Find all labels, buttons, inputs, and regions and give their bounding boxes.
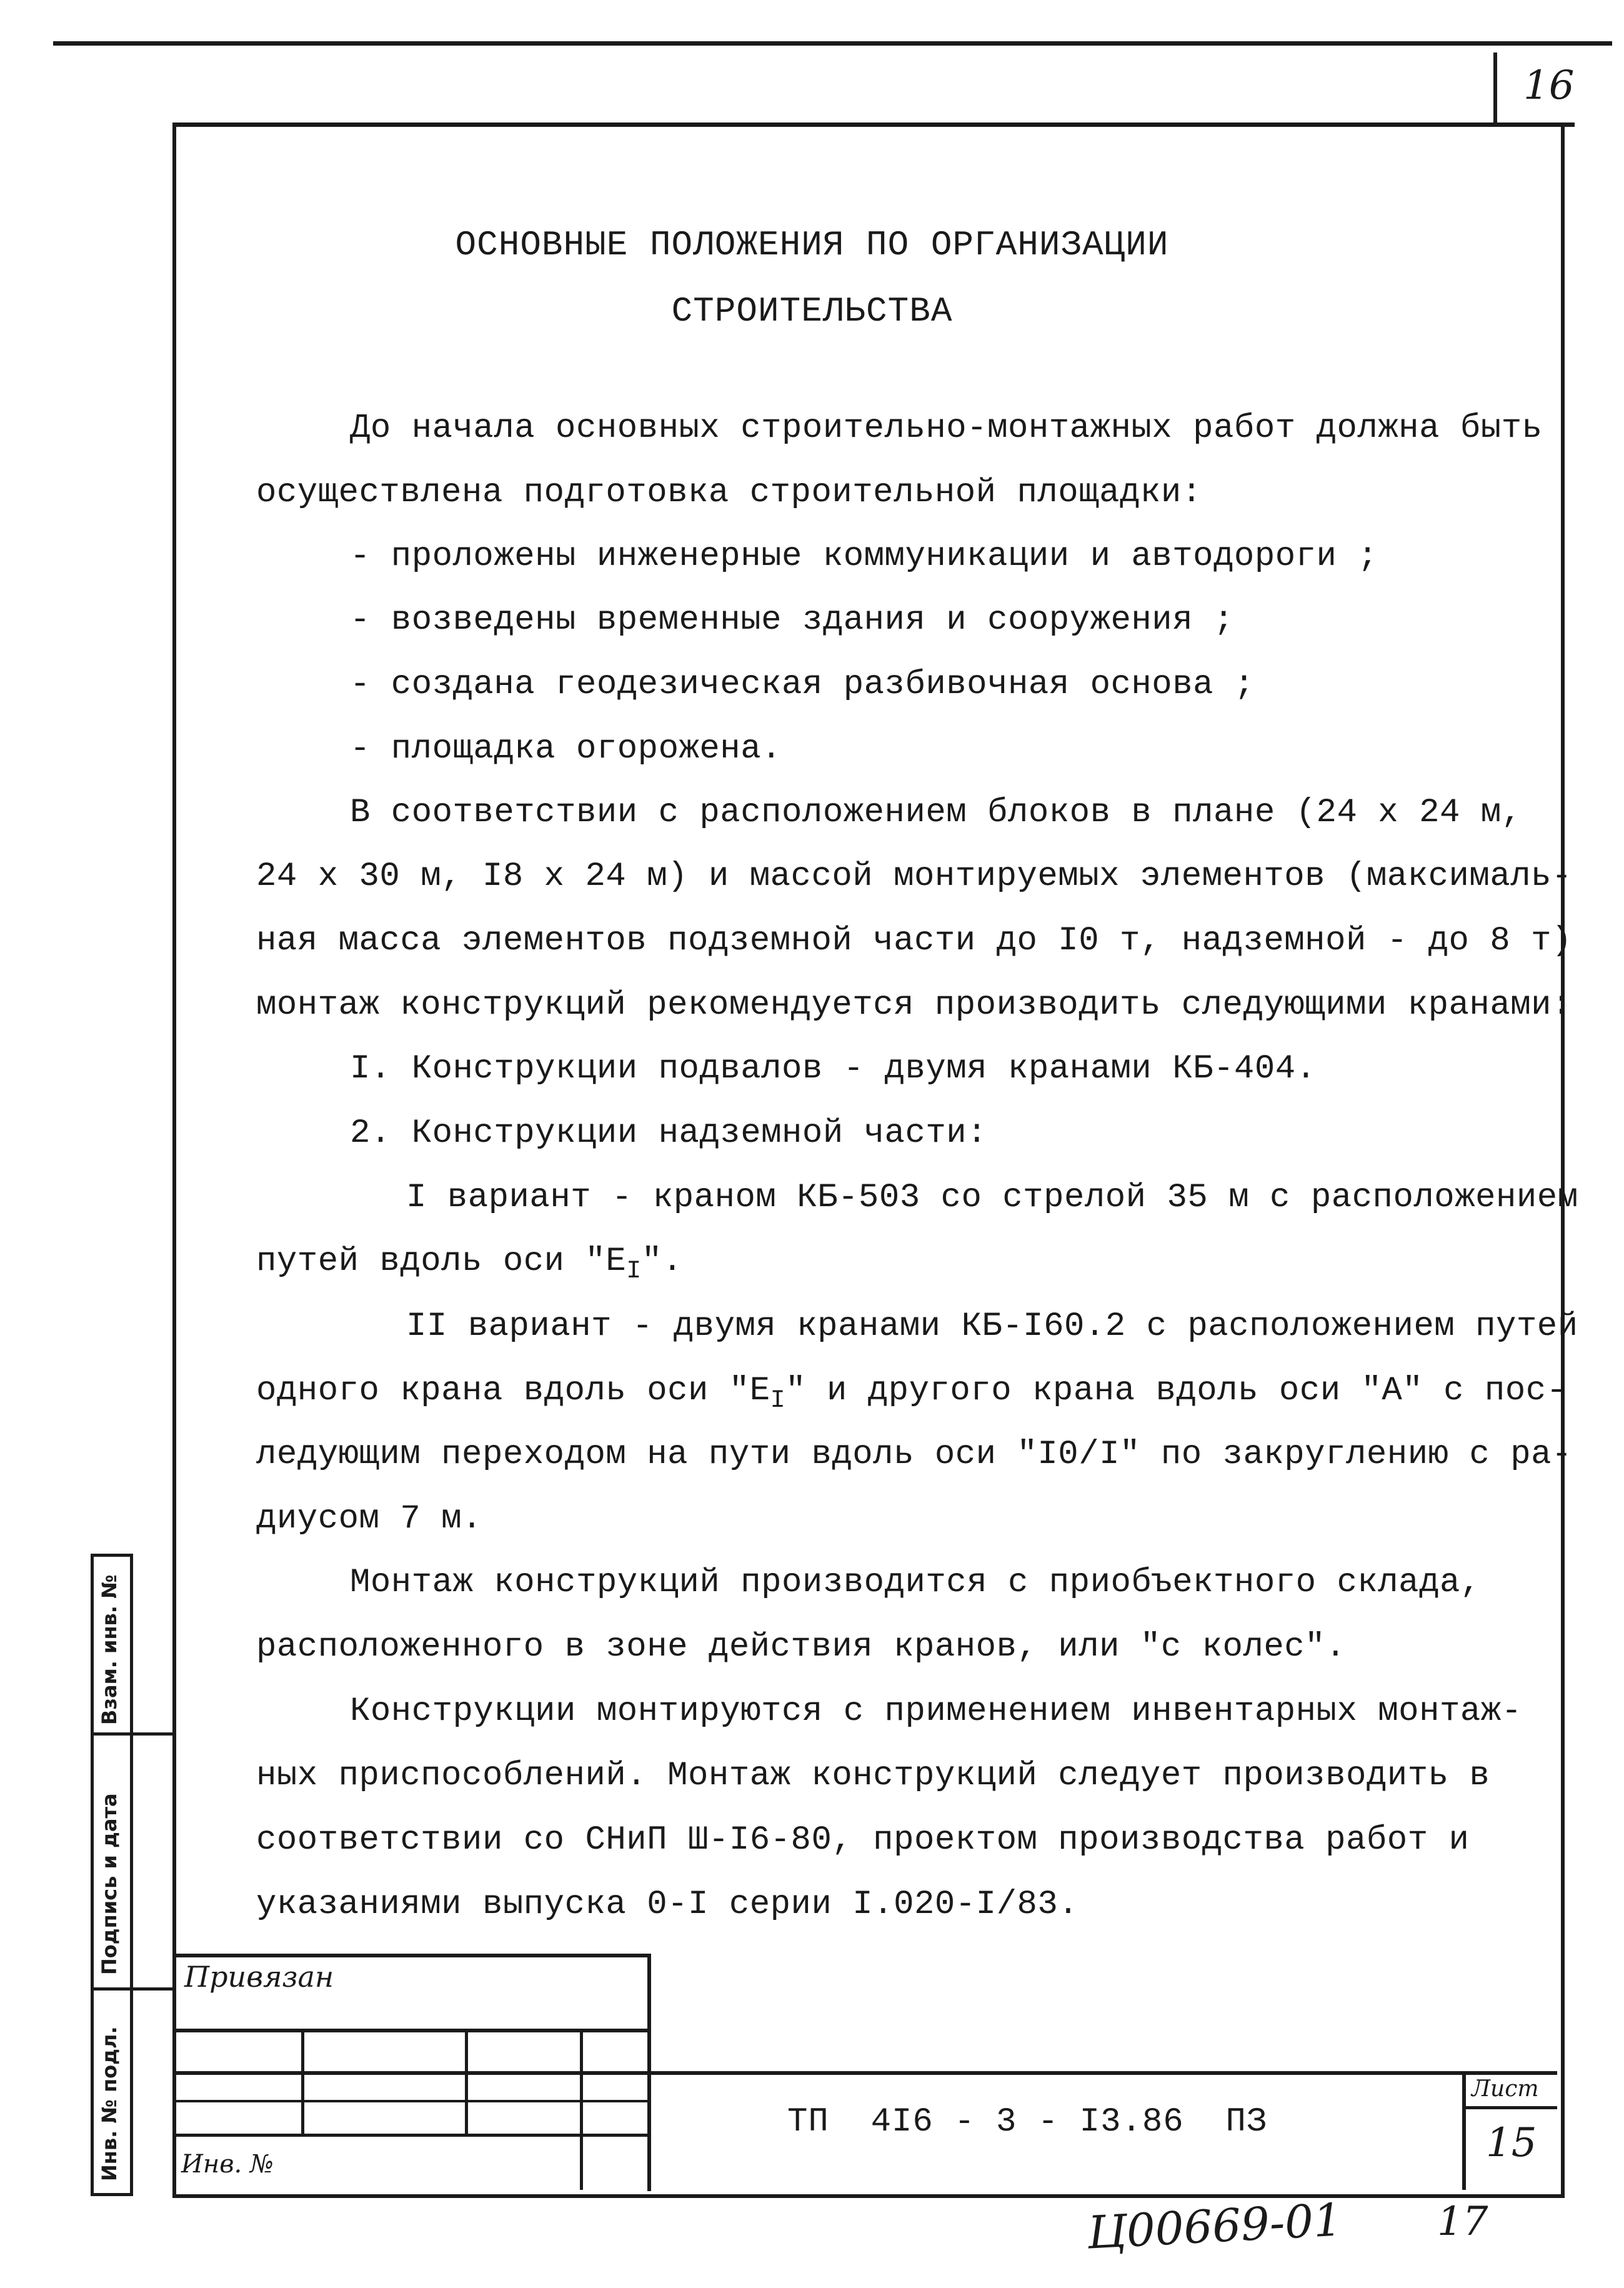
variant-2-text-a: одного крана вдоль оси "Е bbox=[256, 1372, 770, 1410]
paragraph-2-line-1: В соответствии с расположением блоков в плане (24 x 24 м, bbox=[350, 794, 1522, 832]
list-item-2: 2. Конструкции надземной части: bbox=[350, 1114, 988, 1152]
bullet-3: - создана геодезическая разбивочная основа ; bbox=[350, 666, 1255, 704]
variant-2-line-4: диусом 7 м. bbox=[256, 1500, 482, 1538]
binding-divider-2 bbox=[91, 1987, 176, 1991]
variant-1-end: ". bbox=[641, 1242, 683, 1281]
stamp-sheet-divider bbox=[1462, 2106, 1557, 2109]
stamp-designation: ТП 4I6 - 3 - I3.86 ПЗ bbox=[787, 2103, 1268, 2141]
variant-1-line-1: I вариант - краном КБ-503 со стрелой 35 м с расположением bbox=[406, 1179, 1578, 1217]
stamp-sheet-left bbox=[1462, 2071, 1466, 2190]
stamp-inv-no: Инв. № bbox=[181, 2150, 274, 2179]
heading-line-2: СТРОИТЕЛЬСТВА bbox=[671, 291, 953, 331]
paragraph-4-line-2: ных приспособлений. Монтаж конструкций следует производить в bbox=[256, 1757, 1490, 1795]
side-label-inv-podl: Инв. № подл. bbox=[97, 2026, 121, 2181]
stamp-sheet-label: Лист bbox=[1472, 2076, 1539, 2102]
paragraph-3-line-1: Монтаж конструкций производится с приобъектного склада, bbox=[350, 1564, 1481, 1602]
stamp-col-1 bbox=[301, 2029, 304, 2135]
stamp-top-line bbox=[172, 1954, 650, 1957]
heading-line-1: ОСНОВНЫЕ ПОЛОЖЕНИЯ ПО ОРГАНИЗАЦИИ bbox=[455, 225, 1169, 265]
side-label-vzam: Взам. инв. № bbox=[97, 1574, 121, 1725]
page-number-divider bbox=[1493, 52, 1497, 124]
frame-top-extension bbox=[1550, 122, 1575, 127]
bullet-1: - проложены инженерные коммуникации и автодороги ; bbox=[350, 537, 1378, 576]
page-number: 16 bbox=[1523, 62, 1575, 109]
paragraph-1-line-2: осуществлена подготовка строительной площадки: bbox=[256, 474, 1202, 512]
variant-1-text: путей вдоль оси "Е bbox=[256, 1242, 627, 1281]
footer-code: Ц00669-01 bbox=[1086, 2193, 1343, 2259]
variant-1-line-2 bbox=[256, 1242, 683, 1286]
stamp-line-c bbox=[172, 2100, 650, 2102]
variant-2-subscript: I bbox=[770, 1386, 786, 1415]
footer-number: 17 bbox=[1437, 2199, 1488, 2245]
variant-2-line-1: II вариант - двумя кранами КБ-I60.2 с расположением путей bbox=[406, 1307, 1578, 1346]
stamp-privyazan: Привязан bbox=[184, 1960, 334, 1994]
top-rule bbox=[53, 41, 1612, 46]
paragraph-2-line-3: ная масса элементов подземной части до I0 т, надземной - до 8 т) bbox=[256, 922, 1572, 960]
stamp-line-d bbox=[172, 2134, 650, 2137]
paragraph-4-line-4: указаниями выпуска 0-I серии I.020-I/83. bbox=[256, 1886, 1079, 1924]
side-label-podpis: Подпись и дата bbox=[97, 1793, 121, 1975]
bullet-4: - площадка огорожена. bbox=[350, 730, 782, 768]
variant-2-line-2 bbox=[256, 1372, 1567, 1415]
stamp-sheet-number: 15 bbox=[1486, 2120, 1537, 2166]
variant-2-text-b: " и другого крана вдоль оси "А" с пос- bbox=[785, 1372, 1567, 1410]
stamp-line-a bbox=[172, 2029, 650, 2032]
variant-2-line-3: ледующим переходом на пути вдоль оси "I0/I" по закруглению с ра- bbox=[256, 1436, 1572, 1474]
paragraph-3-line-2: расположенного в зоне действия кранов, или "с колес". bbox=[256, 1628, 1346, 1666]
bullet-2: - возведены временные здания и сооружения ; bbox=[350, 601, 1234, 639]
paragraph-4-line-3: соответствии со СНиП Ш-I6-80, проектом производства работ и bbox=[256, 1821, 1470, 1859]
binding-divider-1 bbox=[91, 1732, 176, 1736]
stamp-col-2 bbox=[465, 2029, 468, 2135]
paragraph-4-line-1: Конструкции монтируются с применением инвентарных монтаж- bbox=[350, 1692, 1522, 1731]
stamp-col-3 bbox=[580, 2029, 583, 2190]
paragraph-2-line-4: монтаж конструкций рекомендуется производить следующими кранами: bbox=[256, 986, 1572, 1024]
stamp-line-b bbox=[172, 2071, 1557, 2075]
paragraph-1-line-1: До начала основных строительно-монтажных работ должна быть bbox=[350, 409, 1543, 447]
variant-1-subscript: I bbox=[626, 1257, 642, 1286]
list-item-1: I. Конструкции подвалов - двумя кранами КБ-404. bbox=[350, 1050, 1317, 1088]
paragraph-2-line-2: 24 x 30 м, I8 x 24 м) и массой монтируемых элементов (максималь- bbox=[256, 857, 1572, 896]
